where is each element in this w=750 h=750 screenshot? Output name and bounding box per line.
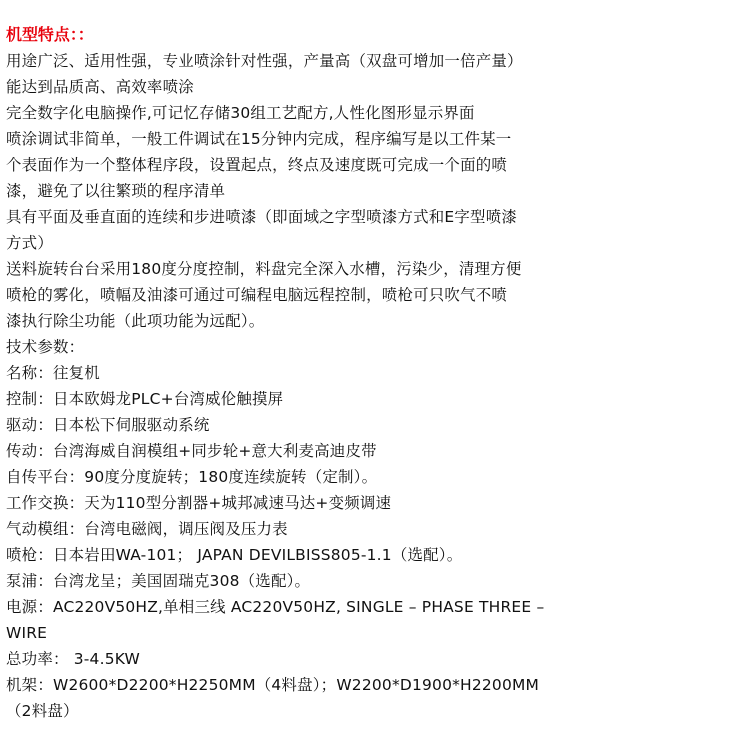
text-line: 技术参数： — [6, 338, 85, 356]
text-line: 控制：日本欧姆龙PLC+台湾威伦触摸屏 — [6, 390, 284, 408]
text-line: 完全数字化电脑操作,可记忆存储30组工艺配方,人性化图形显示界面 — [6, 104, 475, 122]
text-line: 漆执行除尘功能（此项功能为远配）。 — [6, 312, 265, 330]
text-line: 喷枪的雾化，喷幅及油漆可通过可编程电脑远程控制，喷枪可只吹气不喷 — [6, 286, 508, 304]
text-line: 总功率： 3-4.5KW — [6, 650, 141, 668]
text-line: 能达到品质高、高效率喷涂 — [6, 78, 194, 96]
text-line: 自传平台：90度分度旋转；180度连续旋转（定制）。 — [6, 468, 378, 486]
text-line: 个表面作为一个整体程序段，设置起点，终点及速度既可完成一个面的喷 — [6, 156, 508, 174]
text-line: 传动：台湾海威自润模组+同步轮+意大利麦高迪皮带 — [6, 442, 377, 460]
text-line: 喷涂调试非简单，一般工件调试在15分钟内完成，程序编写是以工件某一 — [6, 130, 512, 148]
text-line: 送料旋转台台采用180度分度控制，料盘完全深入水槽，污染少，清理方便 — [6, 260, 522, 278]
text-line: 驱动：日本松下伺服驱动系统 — [6, 416, 210, 434]
text-line: 喷枪：日本岩田WA-101； JAPAN DEVILBISS805-1.1（选配）。 — [6, 546, 463, 564]
text-line: 工作交换：天为110型分割器+城邦减速马达+变频调速 — [6, 494, 392, 512]
text-line: 气动模组：台湾电磁阀，调压阀及压力表 — [6, 520, 288, 538]
section-title: 机型特点：： — [6, 25, 94, 44]
text-line: 用途广泛、适用性强，专业喷涂针对性强，产量高（双盘可增加一倍产量） — [6, 52, 523, 70]
text-line: 名称：往复机 — [6, 364, 100, 382]
text-line: WIRE — [6, 624, 48, 642]
text-line: 泵浦：台湾龙呈；美国固瑞克308（选配）。 — [6, 572, 311, 590]
text-line: 具有平面及垂直面的连续和步进喷漆（即面域之字型喷漆方式和E字型喷漆 — [6, 208, 518, 226]
text-line: 漆，避免了以往繁琐的程序清单 — [6, 182, 226, 200]
text-line: （2料盘） — [6, 702, 79, 720]
document-body — [6, 22, 748, 724]
text-line: 机架：W2600*D2200*H2250MM（4料盘）；W2200*D1900*H2200MM — [6, 676, 540, 694]
text-line: 电源：AC220V50HZ,单相三线 AC220V50HZ, SINGLE – PHASE THREE – — [6, 598, 545, 616]
text-line: 方式） — [6, 234, 53, 252]
text-lines — [6, 48, 748, 724]
